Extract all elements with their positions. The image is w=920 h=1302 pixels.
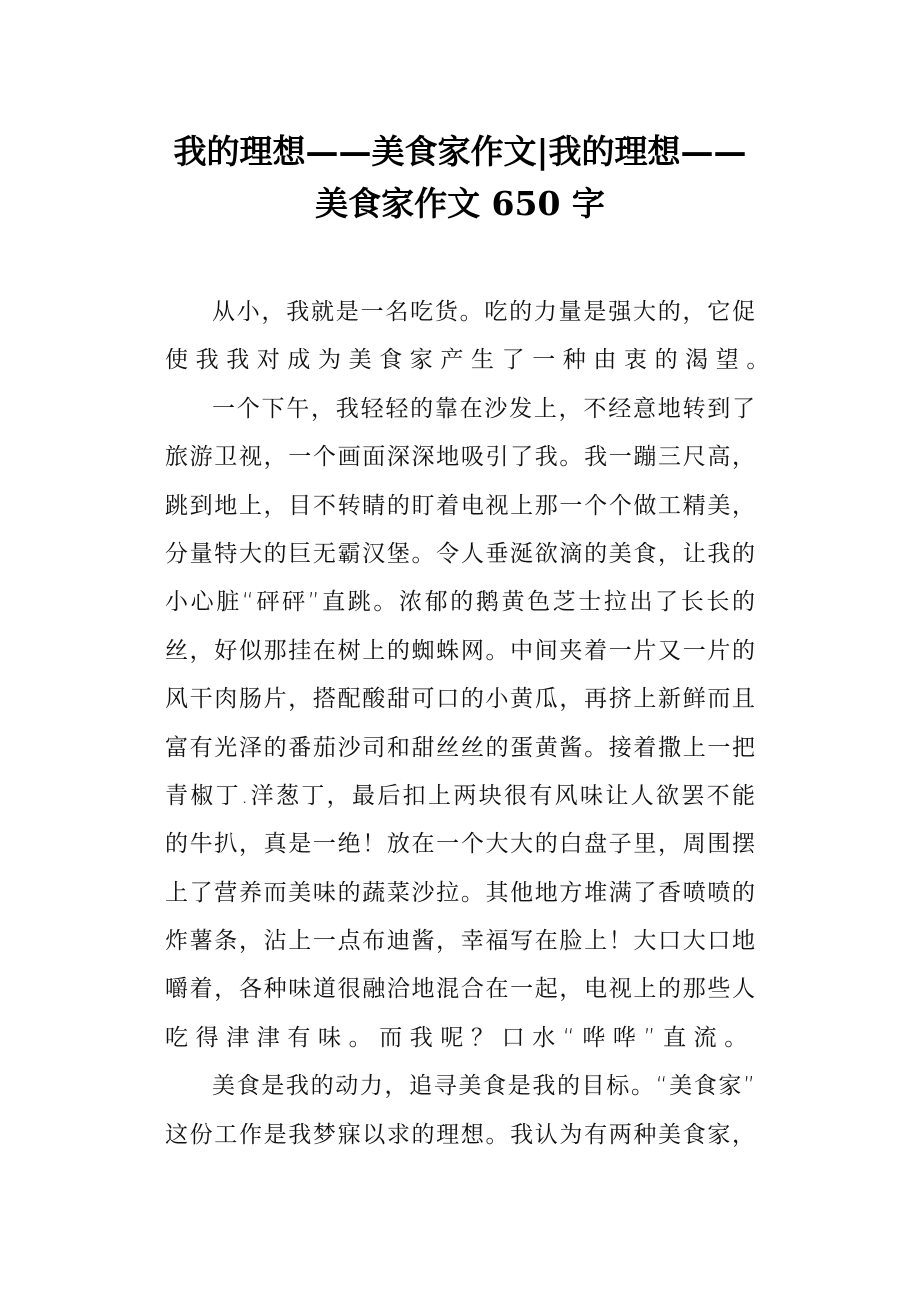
paragraph-3 <box>165 1062 755 1159</box>
text-line: 美食是我的动力，追寻美食是我的目标。“美食家” <box>212 1073 755 1100</box>
text-line: 这份工作是我梦寐以求的理想。我认为有两种美食家， <box>165 1121 755 1148</box>
text-line: 青椒丁.洋葱丁，最后扣上两块很有风味让人欲罢不能 <box>165 782 755 809</box>
text-line: 小心脏“砰砰”直跳。浓郁的鹅黄色芝士拉出了长长的 <box>165 589 755 616</box>
text-line: 富有光泽的番茄沙司和甜丝丝的蛋黄酱。接着撒上一把 <box>165 734 755 761</box>
text-line: 一个下午，我轻轻的靠在沙发上，不经意地转到了 <box>212 395 755 422</box>
text-line: 炸薯条，沾上一点布迪酱，幸福写在脸上！大口大口地 <box>165 928 755 955</box>
text-line: 使我我对成为美食家产生了一种由衷的渴望。 <box>165 347 777 374</box>
document-title <box>150 126 770 230</box>
text-line: 风干肉肠片，搭配酸甜可口的小黄瓜，再挤上新鲜而且 <box>165 686 755 713</box>
text-line: 丝，好似那挂在树上的蜘蛛网。中间夹着一片又一片的 <box>165 637 755 664</box>
text-line: 分量特大的巨无霸汉堡。令人垂涎欲滴的美食，让我的 <box>165 540 755 567</box>
text-line: 跳到地上，目不转睛的盯着电视上那一个个做工精美， <box>165 492 755 519</box>
title-line-2: 美食家作文 650 字 <box>315 184 605 223</box>
text-line: 上了营养而美味的蔬菜沙拉。其他地方堆满了香喷喷的 <box>165 879 755 906</box>
paragraph-2 <box>165 385 755 1062</box>
text-line: 从小，我就是一名吃货。吃的力量是强大的，它促 <box>212 299 755 325</box>
title-line-1: 我的理想——美食家作文|我的理想—— <box>173 132 747 171</box>
text-line: 旅游卫视，一个画面深深地吸引了我。我一蹦三尺高， <box>165 444 755 471</box>
text-line: 嚼着，各种味道很融洽地混合在一起，电视上的那些人 <box>165 976 755 1003</box>
paragraph-1 <box>165 288 777 385</box>
text-line: 吃得津津有味。而我呢？口水“哗哗”直流。 <box>165 1024 755 1051</box>
document-body <box>165 288 777 1159</box>
text-line: 的牛扒，真是一绝！放在一个大大的白盘子里，周围摆 <box>165 831 755 858</box>
